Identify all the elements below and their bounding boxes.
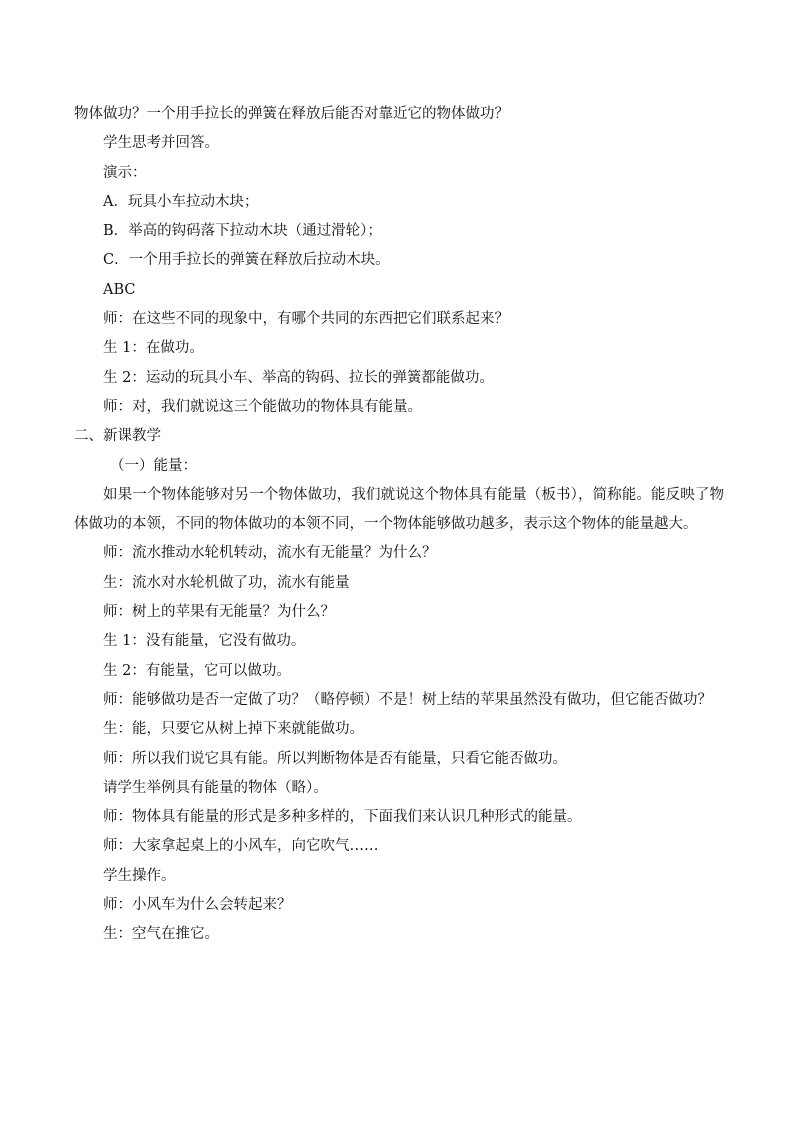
text-line: 生 2：运动的玩具小车、举高的钩码、拉长的弹簧都能做功。 (103, 369, 494, 386)
text-line: 演示： (103, 164, 147, 181)
paragraph: 师：能够做功是否一定做了功？（略停顿）不是！树上结的苹果虽然没有做功，但它能否做功？ (103, 691, 712, 708)
text-line: 师：在这些不同的现象中，有哪个共同的东西把它们联系起来？ (103, 311, 509, 328)
text-line: 师：大家拿起桌上的小风车，向它吹气…… (103, 838, 379, 855)
text-line: 生 1：在做功。 (103, 340, 204, 357)
text-line: 师：对，我们就说这三个能做功的物体具有能量。 (103, 398, 422, 415)
text-line: 师：物体具有能量的形式是多种多样的，下面我们来认识几种形式的能量。 (103, 809, 582, 826)
text-line: 生：空气在推它。 (103, 926, 219, 943)
text-line: 学生思考并回答。 (103, 135, 219, 152)
paragraph: 如果一个物体能够对另一个物体做功，我们就说这个物体具有能量（板书），简称能。能反映了物体做功的本领，不同的物体做功的本领不同，一个物体能够做功越多，表示这个物体的能量越大。 (74, 486, 724, 533)
text-line: 师：小风车为什么会转起来？ (103, 897, 292, 914)
text-line: 学生操作。 (103, 867, 176, 884)
text-line: ABC (103, 281, 136, 298)
subsection-heading: （一）能量： (110, 457, 197, 474)
section-heading: 二、新课教学 (74, 428, 161, 445)
text-line: C．一个用手拉长的弹簧在释放后拉动木块。 (103, 252, 390, 269)
text-line: B．举高的钩码落下拉动木块（通过滑轮）； (103, 223, 382, 240)
text-line: 生 1：没有能量，它没有做功。 (103, 633, 306, 650)
text-line: 请学生举例具有能量的物体（略）。 (103, 779, 328, 796)
text-line: 师：流水推动水轮机转动，流水有无能量？为什么？ (103, 545, 437, 562)
text-line: 生：流水对水轮机做了功，流水有能量 (103, 574, 350, 591)
text-line: A．玩具小车拉动木块； (103, 193, 259, 210)
document-body (74, 100, 724, 950)
text-line: 师：树上的苹果有无能量？为什么？ (103, 604, 335, 621)
text-line: 生 2：有能量，它可以做功。 (103, 662, 291, 679)
text-line: 师：所以我们说它具有能。所以判断物体是否有能量，只看它能否做功。 (103, 750, 567, 767)
text-line: 物体做功？一个用手拉长的弹簧在释放后能否对靠近它的物体做功？ (74, 106, 509, 122)
text-line: 生：能，只要它从树上掉下来就能做功。 (103, 721, 364, 738)
